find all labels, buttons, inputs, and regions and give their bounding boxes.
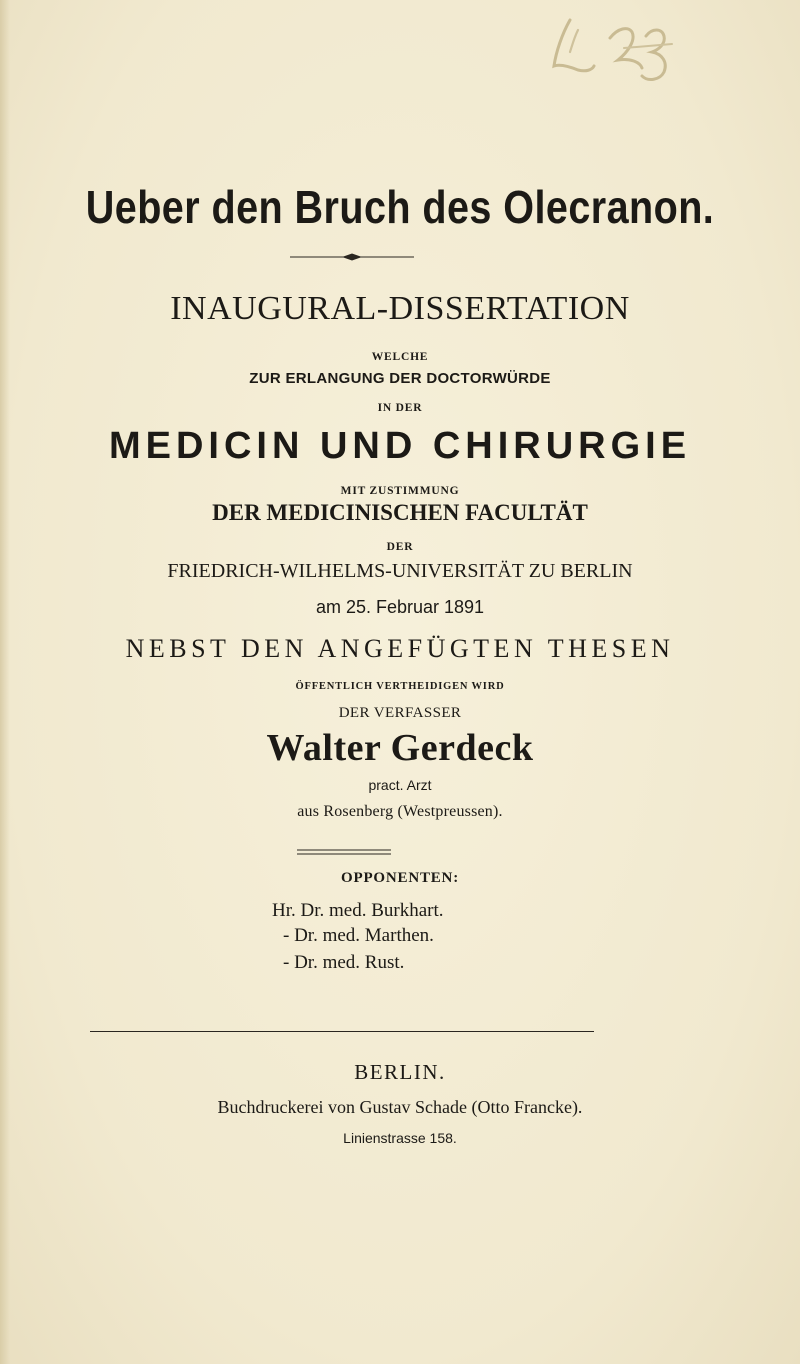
line-der: DER	[386, 541, 414, 553]
author-title: pract. Arzt	[368, 777, 432, 793]
line-welche: WELCHE	[371, 351, 429, 363]
line-zur-erlangung: ZUR ERLANGUNG DER DOCTORWÜRDE	[249, 370, 551, 387]
imprint-address: Linienstrasse 158.	[343, 1130, 457, 1146]
line-faculty: DER MEDICINISCHEN FACULTÄT	[212, 500, 588, 525]
double-rule-divider	[297, 848, 391, 856]
line-der-verfasser: DER VERFASSER	[338, 705, 462, 721]
dissertation-title: Ueber den Bruch des Olecranon.	[85, 181, 715, 233]
author-origin: aus Rosenberg (Westpreussen).	[297, 803, 503, 820]
handwritten-shelfmark	[548, 8, 688, 98]
imprint-printer: Buchdruckerei von Gustav Schade (Otto Francke).	[217, 1097, 583, 1117]
line-faculty-field: MEDICIN UND CHIRURGIE	[108, 425, 692, 467]
opponent-1: Hr. Dr. med. Burkhart.	[272, 900, 444, 921]
line-theses: NEBST DEN ANGEFÜGTEN THESEN	[125, 634, 675, 663]
line-in-der: IN DER	[377, 402, 423, 414]
line-oeffentlich: ÖFFENTLICH VERTHEIDIGEN WIRD	[295, 681, 505, 692]
title-ornament-rule	[290, 252, 414, 262]
opponent-2: - Dr. med. Marthen.	[283, 925, 434, 946]
author-name: Walter Gerdeck	[266, 727, 534, 769]
imprint-city: BERLIN.	[354, 1060, 446, 1084]
dissertation-subtitle: INAUGURAL-DISSERTATION	[170, 290, 630, 327]
opponents-heading: OPPONENTEN:	[341, 870, 459, 886]
opponent-3: - Dr. med. Rust.	[283, 952, 405, 973]
line-date: am 25. Februar 1891	[315, 597, 485, 617]
line-university: FRIEDRICH-WILHELMS-UNIVERSITÄT ZU BERLIN	[167, 560, 633, 582]
line-mit-zustimmung: MIT ZUSTIMMUNG	[340, 485, 460, 497]
imprint-rule	[90, 1031, 594, 1032]
